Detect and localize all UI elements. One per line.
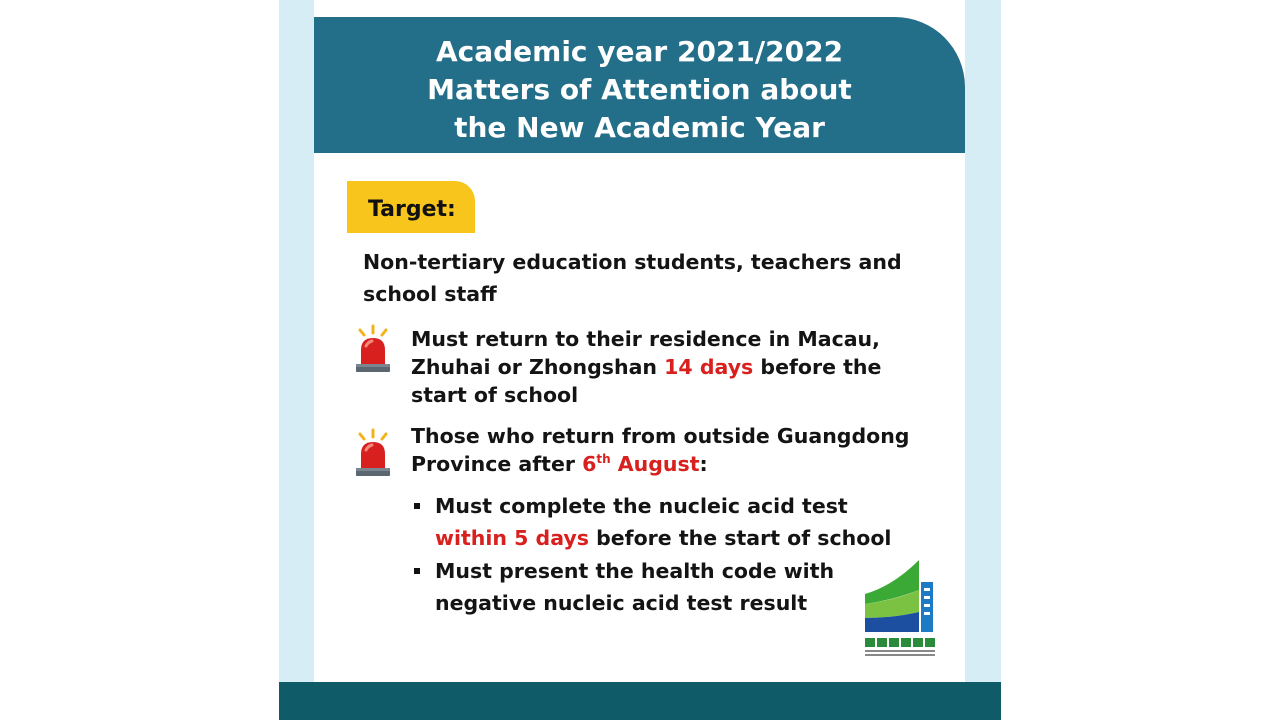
bottom-band [279,682,1001,720]
date-month: August [610,452,700,476]
date-day: 6 [582,452,597,476]
bullet [414,503,420,509]
poster [279,0,1001,720]
siren-icon [353,324,395,376]
notice-item-outside-guangdong [411,422,931,478]
education-youth-bureau-logo [863,560,939,660]
item-text-after: : [699,452,708,476]
title-line-2: Matters of Attention about [427,73,852,106]
target-audience: Non-tertiary education students, teachers and school staff [363,250,902,306]
notice-item-return [411,325,931,409]
sub-item-text: Must complete the nucleic acid test [435,494,848,518]
sub-item-nucleic-test [435,490,905,554]
item-highlight: 14 days [664,355,754,379]
sub-item-text-after: before the start of school [588,526,892,550]
bullet [414,568,420,574]
title-banner [314,17,965,153]
date-suffix: th [596,452,611,466]
item-text: Must return to their residence in Macau, Zhuhai or Zhongshan [411,327,880,379]
item-text: Those who return from outside Guangdong Province after [411,424,910,476]
item-highlight-date [582,452,699,476]
target-label: Target: [347,181,475,233]
item-text-after: before the start of school [411,355,882,407]
title-line-1: Academic year 2021/2022 [435,35,844,68]
siren-icon [353,428,395,480]
title-line-3: the New Academic Year [454,111,825,144]
sub-item-highlight: within 5 days [435,526,589,550]
sub-item-health-code: Must present the health code with negative nucleic acid test result [435,559,835,615]
